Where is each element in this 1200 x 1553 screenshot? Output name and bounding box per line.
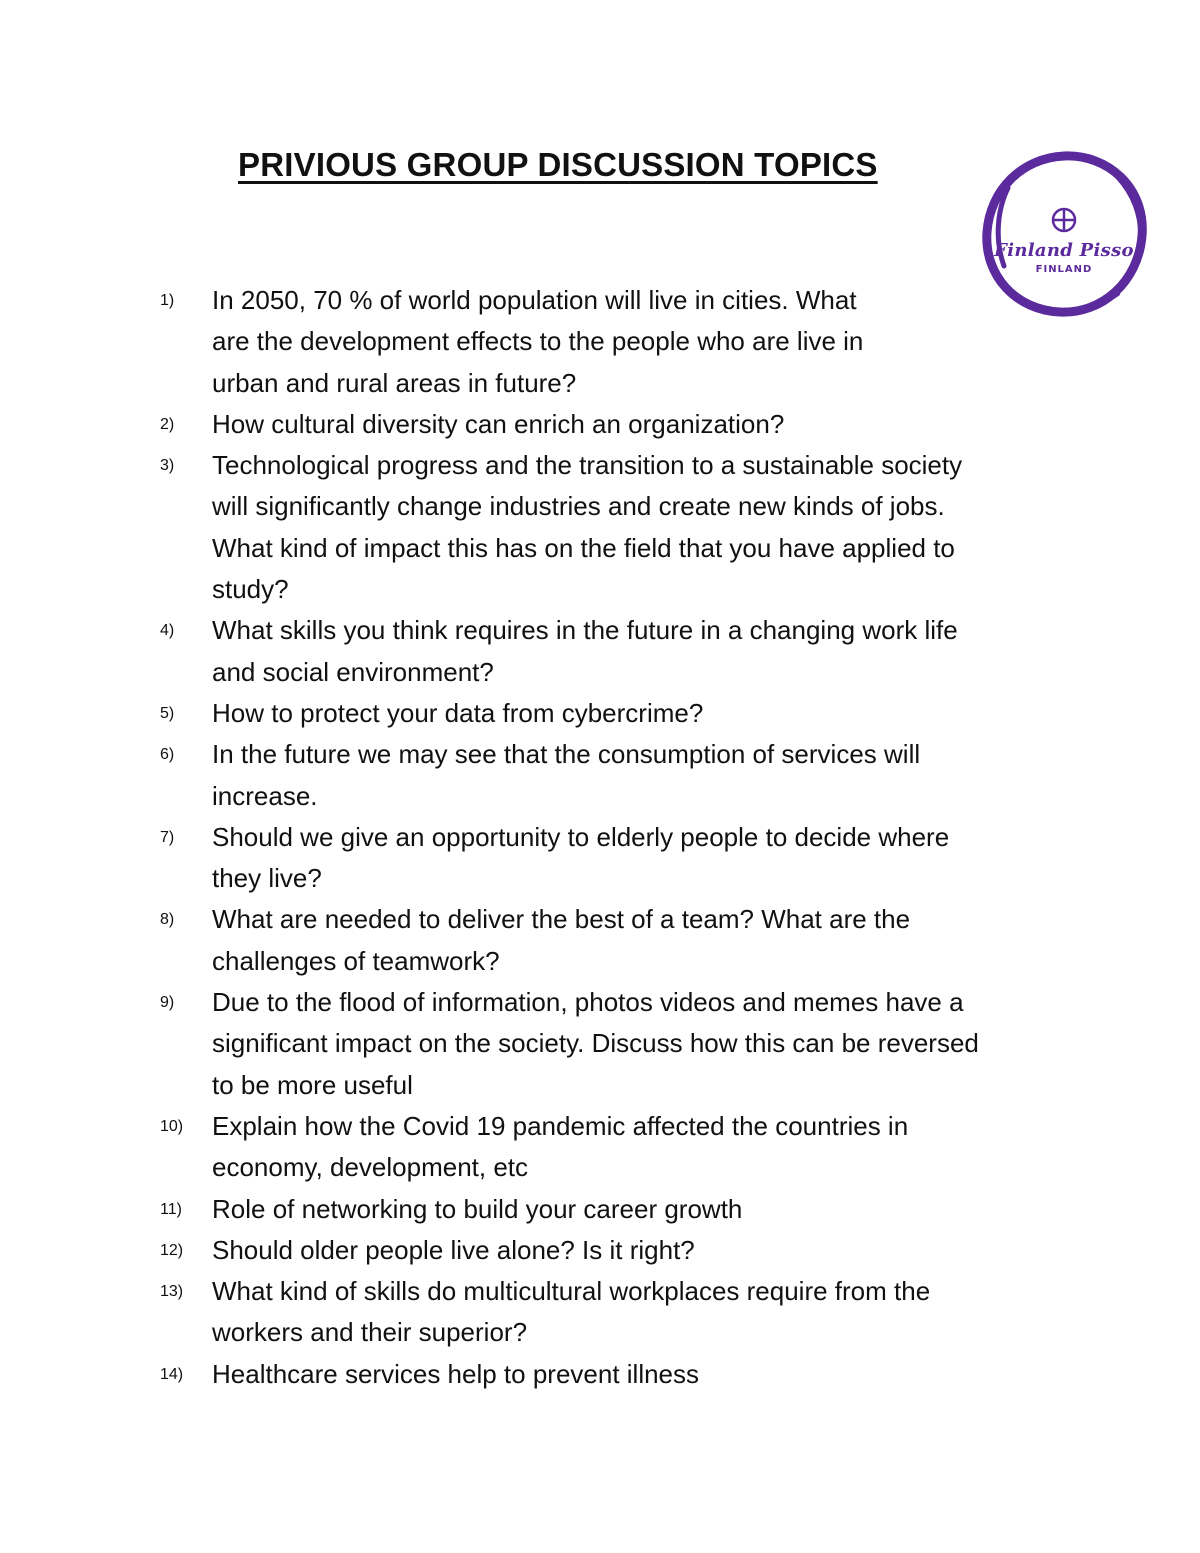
topic-text [212,1189,1080,1230]
topic-text [212,610,1080,693]
topic-text [212,817,1080,900]
list-item [160,445,1080,610]
topic-number: 11) [160,1200,182,1218]
list-item [160,404,1080,445]
topic-number: 7) [160,828,175,846]
topic-line: Explain how the Covid 19 pandemic affected the countries in [212,1110,909,1141]
topic-line: workers and their superior? [212,1317,528,1348]
topic-number: 12) [160,1241,184,1259]
list-item [160,1106,1080,1189]
topic-text [212,445,1080,610]
topic-line: they live? [212,863,322,894]
list-item [160,899,1080,982]
topic-line: What skills you think requires in the future in a changing work life [212,615,958,646]
list-item [160,734,1080,817]
topic-text [212,899,1080,982]
topic-line: Should we give an opportunity to elderly people to decide where [212,821,950,852]
list-item [160,280,1080,404]
topic-line: Technological progress and the transition to a sustainable society [212,450,963,481]
topic-line: study? [212,574,289,605]
topic-line: What kind of skills do multicultural workplaces require from the [212,1276,931,1307]
topic-text [212,982,1080,1106]
topic-line: will significantly change industries and create new kinds of jobs. [212,491,945,522]
topic-line: and social environment? [212,656,494,687]
list-item [160,982,1080,1106]
topic-number: 3) [160,457,175,475]
logo-country: FINLAND [1035,264,1093,275]
topic-number: 1) [160,292,175,309]
topic-line: Healthcare services help to prevent illness [212,1358,700,1389]
topic-line: increase. [212,780,318,811]
list-item [160,1354,1080,1395]
topic-line: significant impact on the society. Discuss how this can be reversed [212,1028,979,1059]
topic-text [212,1106,1080,1189]
topic-text [212,404,1080,445]
topic-line: to be more useful [212,1069,413,1100]
list-item [160,1230,1080,1271]
topic-text [212,1230,1080,1271]
topic-line: What kind of impact this has on the field that you have applied to [212,532,955,563]
topic-number: 4) [160,622,175,640]
globe-icon [1053,209,1075,231]
topic-line: Should older people live alone? Is it right? [212,1234,695,1265]
topic-text [212,1354,1080,1395]
topic-line: In the future we may see that the consumption of services will [212,739,921,770]
topic-line: Due to the flood of information, photos videos and memes have a [212,987,964,1018]
logo-name: Finland Pisso [994,240,1134,261]
page-title: PRIVIOUS GROUP DISCUSSION TOPICS [238,146,878,183]
topic-text [212,693,1080,734]
topic-line: challenges of teamwork? [212,945,500,976]
list-item [160,610,1080,693]
list-item [160,1189,1080,1230]
topic-number: 13) [160,1283,184,1301]
topic-line: In 2050, 70 % of world population will live in cities. What [212,285,857,315]
topic-line: urban and rural areas in future? [212,367,577,398]
topic-line: are the development effects to the people who are live in [212,326,864,357]
topic-line: Role of networking to build your career growth [212,1193,743,1224]
topic-number: 14) [160,1365,184,1383]
topic-number: 5) [160,704,175,722]
topic-text [212,280,1080,404]
topic-text [212,734,1080,817]
list-item [160,1271,1080,1354]
topic-number: 2) [160,415,175,433]
topic-number: 6) [160,746,175,764]
topic-line: economy, development, etc [212,1152,529,1183]
topics-list [160,280,1080,1395]
topic-number: 10) [160,1117,184,1135]
topic-number: 8) [160,911,175,929]
topic-line: How to protect your data from cybercrime? [212,697,704,728]
list-item [160,817,1080,900]
list-item [160,693,1080,734]
topic-line: What are needed to deliver the best of a team? What are the [212,904,911,935]
topic-text [212,1271,1080,1354]
topic-line: How cultural diversity can enrich an organization? [212,408,785,439]
topic-number: 9) [160,994,175,1012]
